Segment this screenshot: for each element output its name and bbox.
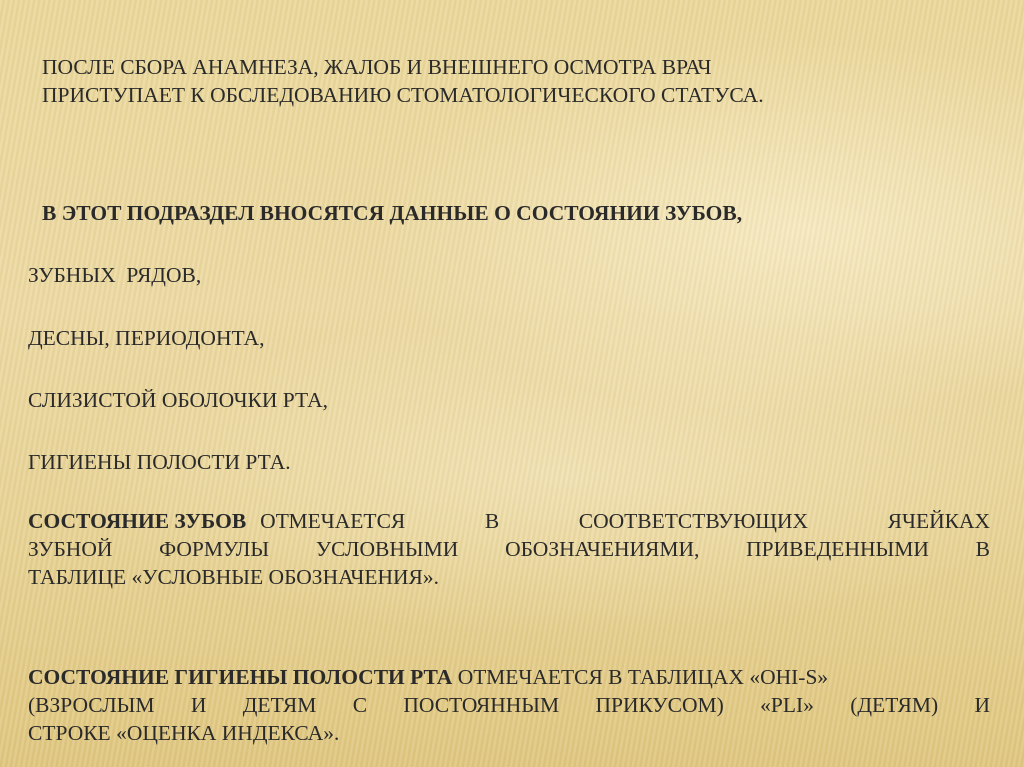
intro-line-1: ПОСЛЕ СБОРА АНАМНЕЗА, ЖАЛОБ И ВНЕШНЕГО ОСМОТРА ВРАЧ xyxy=(42,55,712,79)
teeth-line-3: ТАБЛИЦЕ «УСЛОВНЫЕ ОБОЗНАЧЕНИЯ». xyxy=(28,565,439,589)
hygiene-line-2: (ВЗРОСЛЫМ И ДЕТЯМ С ПОСТОЯННЫМ ПРИКУСОМ) «PLI» (ДЕТЯМ) И xyxy=(28,693,990,717)
teeth-line-1-text: ОТМЕЧАЕТСЯ В СООТВЕТСТВУЮЩИХ ЯЧЕЙКАХ xyxy=(260,509,990,533)
subsection-heading: В ЭТОТ ПОДРАЗДЕЛ ВНОСЯТСЯ ДАННЫЕ О СОСТОЯНИИ ЗУБОВ, xyxy=(42,201,743,225)
subsection-item-gums: ДЕСНЫ, ПЕРИОДОНТА, xyxy=(28,326,265,350)
teeth-line-1 xyxy=(28,507,990,535)
hygiene-line-3: СТРОКЕ «ОЦЕНКА ИНДЕКСА». xyxy=(28,721,340,745)
hygiene-paragraph xyxy=(28,663,990,747)
hygiene-bold-label: СОСТОЯНИЕ ГИГИЕНЫ ПОЛОСТИ РТА xyxy=(28,665,453,689)
subsection-item-dentition: ЗУБНЫХ РЯДОВ, xyxy=(28,263,202,287)
intro-line-2: ПРИСТУПАЕТ К ОБСЛЕДОВАНИЮ СТОМАТОЛОГИЧЕСКОГО СТАТУСА. xyxy=(42,83,764,107)
teeth-line-2: ЗУБНОЙ ФОРМУЛЫ УСЛОВНЫМИ ОБОЗНАЧЕНИЯМИ, ПРИВЕДЕННЫМИ В xyxy=(28,537,990,561)
teeth-bold-label: СОСТОЯНИЕ ЗУБОВ xyxy=(28,509,247,533)
hygiene-line-1-text: ОТМЕЧАЕТСЯ В ТАБЛИЦАХ «OHI-S» xyxy=(457,665,829,689)
subsection-item-mucosa: СЛИЗИСТОЙ ОБОЛОЧКИ РТА, xyxy=(28,388,328,412)
teeth-paragraph xyxy=(28,507,990,591)
hygiene-line-1 xyxy=(28,663,990,691)
subsection-item-hygiene: ГИГИЕНЫ ПОЛОСТИ РТА. xyxy=(28,450,291,474)
